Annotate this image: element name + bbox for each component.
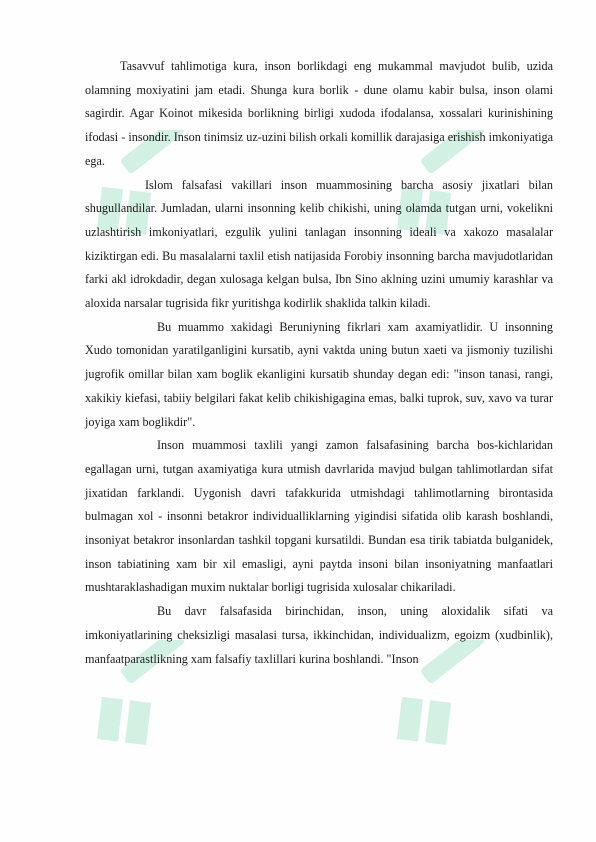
paragraph-tasavvuf: Tasavvuf tahlimotiga kura, inson borlikdagi eng mukammal mavjudot bulib, uzida olamning moxiyatini jam etadi. Shunga kura borlik - dune olamu kabir bulsa, inson olami sagirdir. Agar Koinot mikesida borlikning birligi xudoda ifodalansa, xossalari kurinishining ifodasi - insondir. Inson tinimsiz uz-uzini bilish orkali komillik darajasiga erishish imkoniyatiga ega.	[85, 59, 553, 168]
paragraph-islom-falsafasi: Islom falsafasi vakillari inson muammosining barcha asosiy jixatlari bilan shugullandilar. Jumladan, ularni insonning kelib chikishi, uning olamda tutgan urni, vokelikni uzlashtirish imkoniyatlari, ezgulik yulini tanlagan insonning ideali va xakozo masalalar kiziktirgan edi. Bu masalalarni taxlil etish natijasida Forobiy insonning barcha mavjudotlaridan farki akl idrokdadir, degan xulosaga kelgan bulsa, Ibn Sino aklning uzini umumiy karashlar va aloxida narsalar tugrisida fikr yuritishga kodirlik shaklida talkin kiladi.	[85, 177, 553, 311]
paragraph-beruniy: Bu muammo xakidagi Beruniyning fikrlari xam axamiyatlidir. U insonning Xudo tomonidan yaratilganligini kursatib, ayni vaktda uning butun xaeti va jismoniy tuzilishi jugrofik omillar bilan xam boglik ekanligini kursatib shunday degan edi: "inson tanasi, rangi, xakikiy kiefasi, tabiiy belgilari fakat kelib chikishigagina emas, balki tuprok, suv, xavo va turar joyiga xam boglikdir".	[85, 319, 553, 429]
paragraph-yangi-zamon: Inson muammosi taxlili yangi zamon falsafasining barcha bos-kichlaridan egallagan urni, tutgan axamiyatiga kura utmish davrlarida mavjud bulgan tahlimotlardan sifat jixatidan farklandi. Uygonish davri tafakkurida utmishdagi tahlimotlarning birontasida bulmagan xol - insonni betakror individualliklarning yigindisi sifatida olib karash boshlandi, insoniyat betakror insonlardan tashkil topgani kursatildi. Bundan esa tirik tabiatda bulganidek, inson tabiatining xam bir xil emasligi, ayni paytda insoni bilan insoniyatning manfaatlari mushtaraklashadigan muxim nuktalar borligi tugrisida xulosalar chikariladi.	[85, 438, 553, 595]
body-text	[85, 55, 553, 671]
paragraph-davr-falsafasi: Bu davr falsafasida birinchidan, inson, uning aloxidalik sifati va imkoniyatlarining cheksizligi masalasi tursa, ikkinchidan, individualizm, egoizm (xudbinlik), manfaatparastlikning xam falsafiy taxlillari kurina boshlandi. "Inson	[85, 604, 553, 666]
